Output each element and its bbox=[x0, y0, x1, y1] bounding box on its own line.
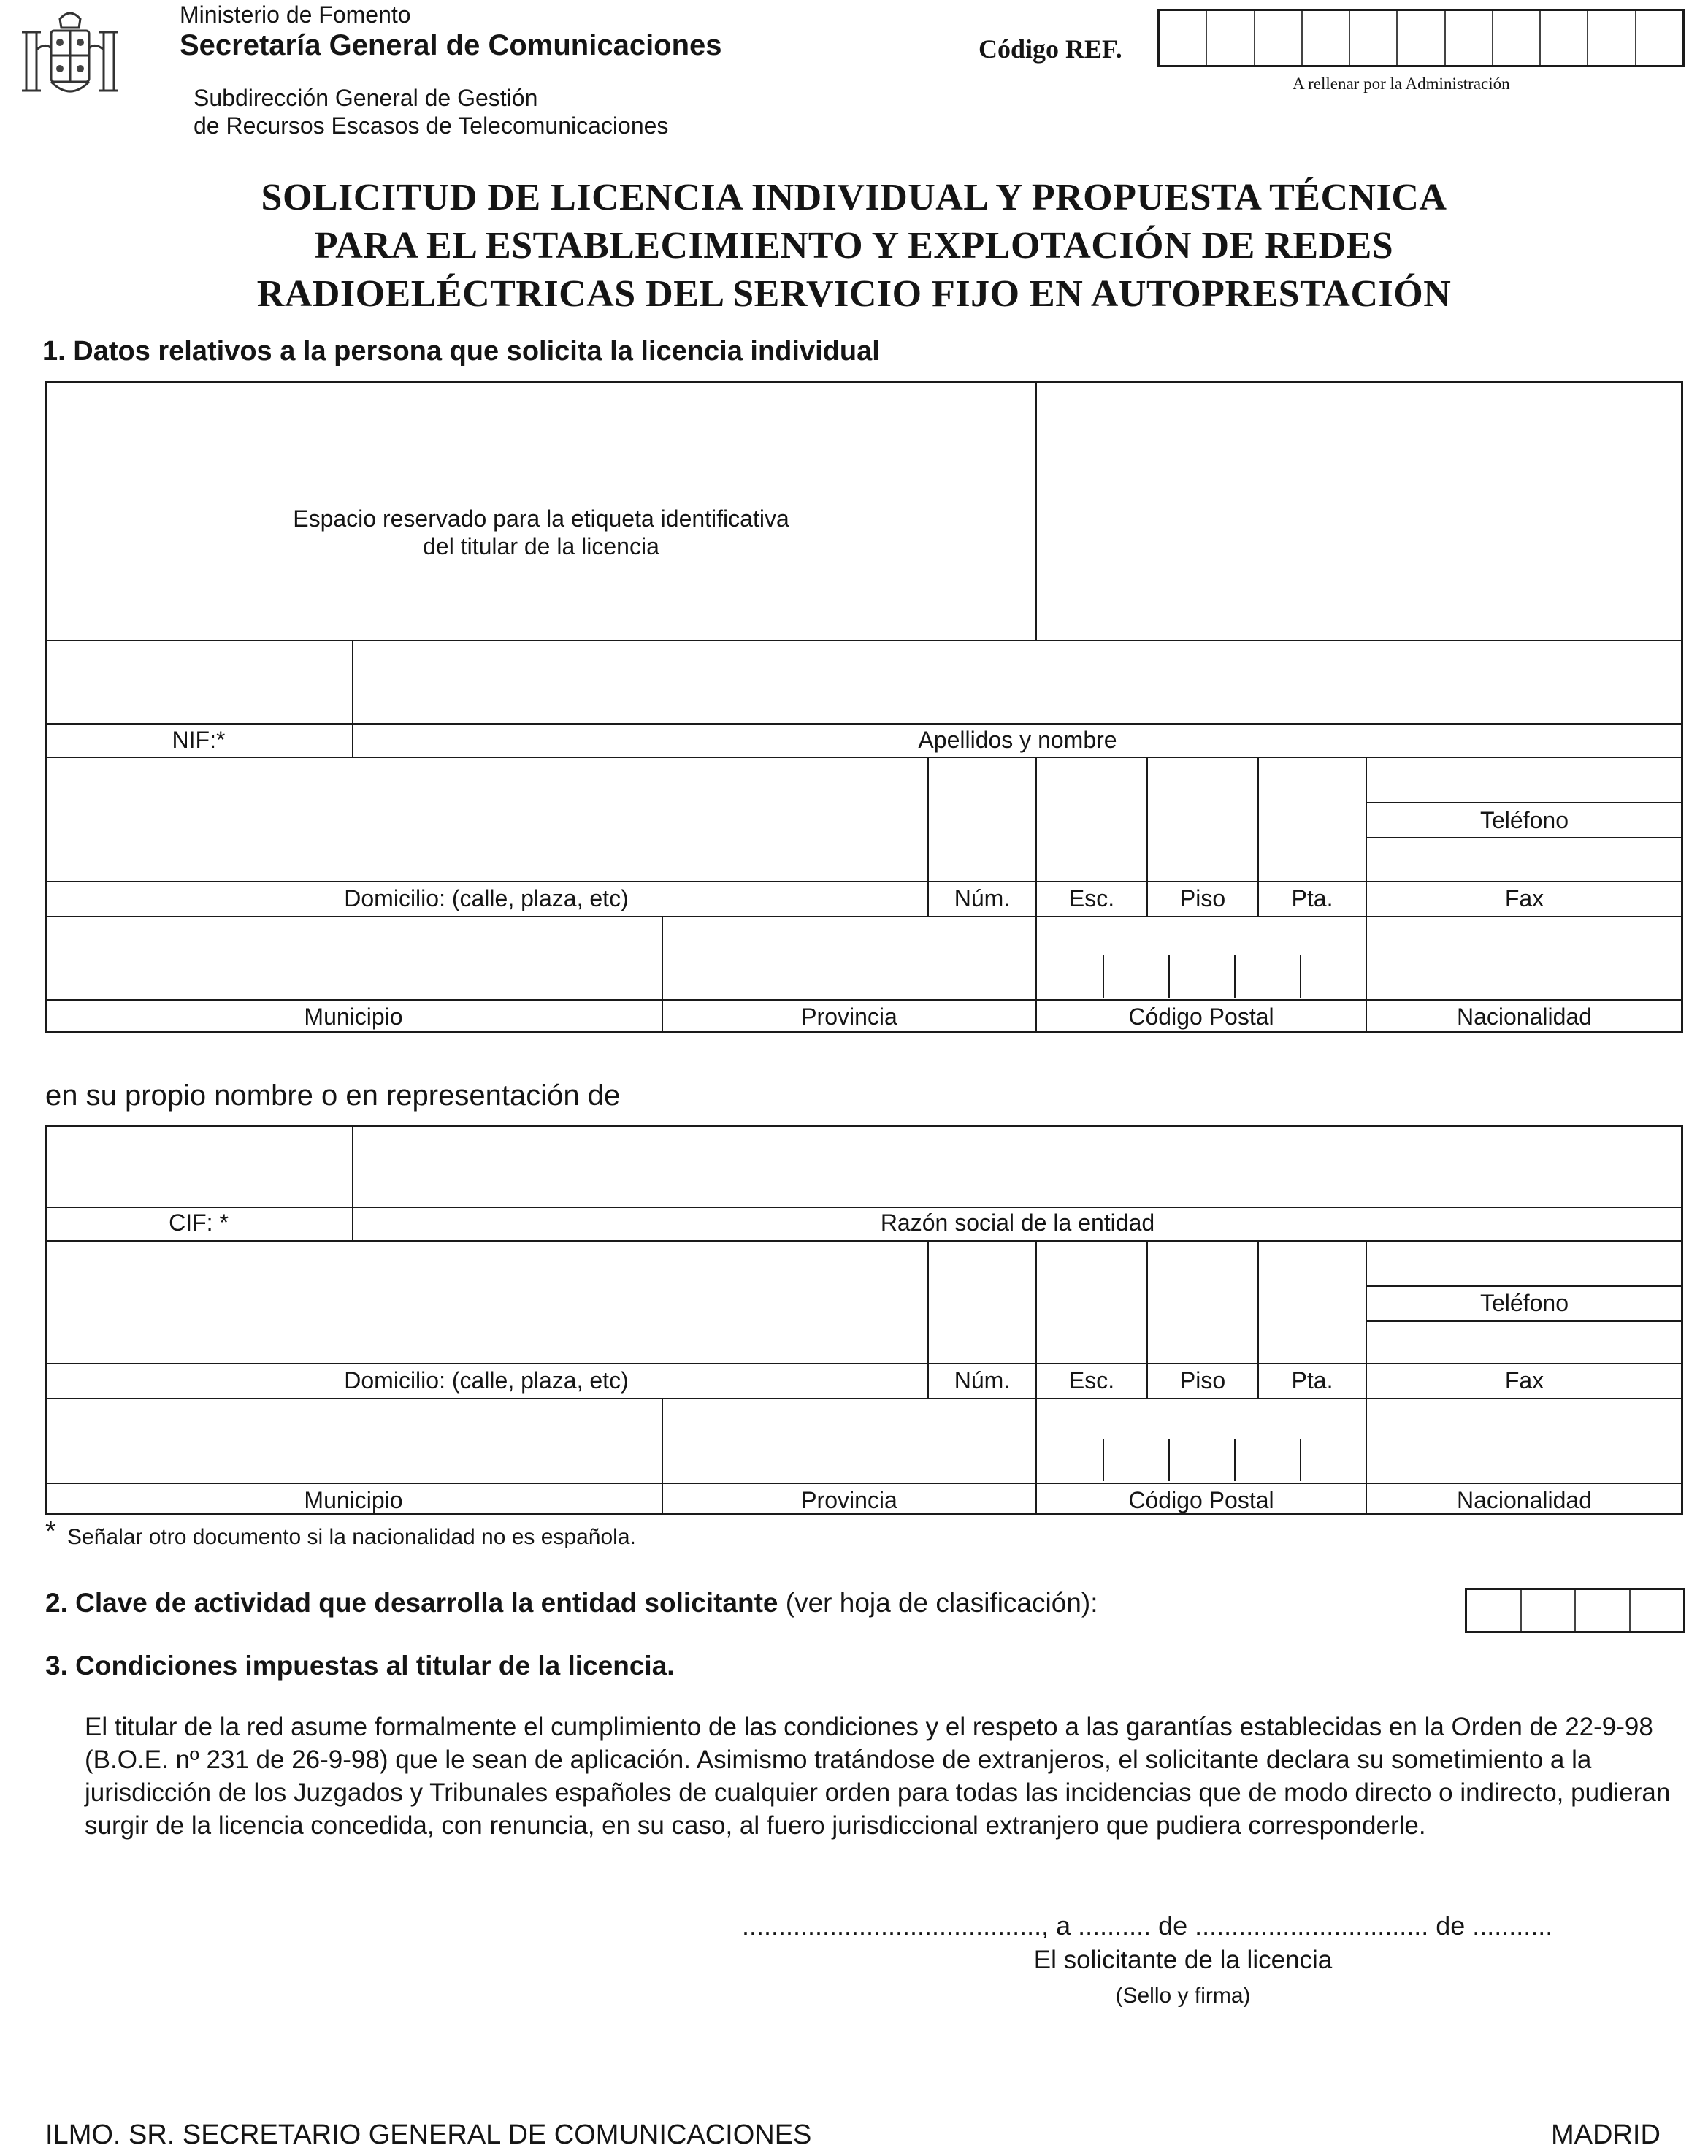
fax-label: Fax bbox=[1504, 885, 1544, 911]
entity-nationality-field[interactable] bbox=[1367, 1399, 1682, 1481]
staircase-field[interactable] bbox=[1037, 758, 1145, 879]
nationality-label: Nacionalidad bbox=[1456, 1004, 1592, 1030]
entity-fax-field[interactable] bbox=[1367, 1322, 1682, 1363]
footnote-text: Señalar otro documento si la nacionalidad no es española. bbox=[67, 1525, 636, 1549]
ministry-name: Ministerio de Fomento bbox=[180, 1, 411, 28]
conditions-text: El titular de la red asume formalmente el cumplimiento de las condiciones y el respeto a las garantías establecidas en la Orden de 22-9-98 (B.O.E. nº 231 de 26-9-98) que le sean de aplicación. Asimismo tratándose de extranjeros, el solicitante declara su sometimiento a la jurisdicción de los Juzgados y Tribunales españoles de cualquier orden para todas las incidencias que de modo directo o indirecto, pudieran surgir de la licencia concedida, con renuncia, en su caso, al fuero jurisdiccional extranjero que pudiera corresponderle. bbox=[85, 1713, 1671, 1840]
municipality-field[interactable] bbox=[47, 917, 660, 999]
number-label: Núm. bbox=[954, 885, 1011, 911]
addressee: ILMO. SR. SECRETARIO GENERAL DE COMUNICACIONES bbox=[45, 2119, 812, 2150]
entity-staircase-label: Esc. bbox=[1068, 1367, 1115, 1394]
postal-code-label: Código Postal bbox=[1128, 1004, 1274, 1030]
entity-nationality-label: Nacionalidad bbox=[1456, 1487, 1592, 1513]
entity-municipality-label: Municipio bbox=[304, 1487, 403, 1513]
entity-floor-label: Piso bbox=[1179, 1367, 1226, 1394]
entity-phone-label: Teléfono bbox=[1480, 1290, 1569, 1316]
fax-field[interactable] bbox=[1367, 838, 1682, 879]
subdirection-line-1: Subdirección General de Gestión bbox=[194, 85, 538, 111]
address-field[interactable] bbox=[47, 758, 926, 879]
footnote-mark: * bbox=[45, 1516, 56, 1547]
phone-field[interactable] bbox=[1367, 758, 1682, 800]
entity-door-field[interactable] bbox=[1259, 1242, 1364, 1363]
seal-label: (Sello y firma) bbox=[1115, 1984, 1251, 2008]
floor-field[interactable] bbox=[1148, 758, 1256, 879]
phone-label: Teléfono bbox=[1480, 807, 1569, 833]
representation-heading: en su propio nombre o en representación de bbox=[45, 1079, 621, 1112]
entity-fax-label: Fax bbox=[1504, 1367, 1544, 1394]
title-line-2: PARA EL ESTABLECIMIENTO Y EXPLOTACIÓN DE REDES bbox=[314, 225, 1394, 267]
city: MADRID bbox=[1551, 2119, 1661, 2150]
title-line-3: RADIOELÉCTRICAS DEL SERVICIO FIJO EN AUTOPRESTACIÓN bbox=[256, 273, 1452, 315]
ref-code-note: A rellenar por la Administración bbox=[1293, 74, 1510, 93]
signer-label: El solicitante de la licencia bbox=[1033, 1946, 1333, 1974]
nif-label: NIF:* bbox=[172, 727, 226, 753]
province-label: Provincia bbox=[801, 1004, 897, 1030]
entity-number-field[interactable] bbox=[929, 1242, 1034, 1363]
entity-floor-field[interactable] bbox=[1148, 1242, 1256, 1363]
subdirection-line-2: de Recursos Escasos de Telecomunicaciones bbox=[194, 112, 669, 139]
coat-of-arms-icon bbox=[16, 6, 124, 108]
section-1-heading: 1. Datos relativos a la persona que solicita la licencia individual bbox=[42, 336, 880, 367]
section-2-heading-normal: (ver hoja de clasificación): bbox=[785, 1588, 1098, 1618]
entity-door-label: Pta. bbox=[1291, 1367, 1333, 1394]
entity-postal-code-field[interactable] bbox=[1037, 1399, 1364, 1481]
number-field[interactable] bbox=[929, 758, 1034, 879]
entity-address-label: Domicilio: (calle, plaza, etc) bbox=[344, 1367, 629, 1394]
date-line: ........................................., a .......... de ................................ de ........... bbox=[742, 1911, 1553, 1941]
entity-postal-code-label: Código Postal bbox=[1128, 1487, 1274, 1513]
label-space-line-2: del titular de la licencia bbox=[423, 533, 659, 559]
municipality-label: Municipio bbox=[304, 1004, 403, 1030]
company-name-field[interactable] bbox=[353, 1126, 1682, 1205]
nif-field[interactable] bbox=[47, 641, 351, 722]
province-field[interactable] bbox=[663, 917, 1034, 999]
name-label: Apellidos y nombre bbox=[918, 727, 1117, 753]
postal-code-field[interactable] bbox=[1037, 917, 1364, 999]
door-field[interactable] bbox=[1259, 758, 1364, 879]
door-label: Pta. bbox=[1291, 885, 1333, 911]
label-space-line-1: Espacio reservado para la etiqueta identificativa bbox=[293, 505, 789, 532]
entity-address-field[interactable] bbox=[47, 1242, 926, 1363]
title-line-1: SOLICITUD DE LICENCIA INDIVIDUAL Y PROPUESTA TÉCNICA bbox=[261, 177, 1447, 218]
cif-label: CIF: * bbox=[169, 1209, 229, 1236]
company-name-label: Razón social de la entidad bbox=[880, 1209, 1155, 1236]
address-label: Domicilio: (calle, plaza, etc) bbox=[344, 885, 629, 911]
cif-field[interactable] bbox=[47, 1126, 351, 1205]
staircase-label: Esc. bbox=[1068, 885, 1115, 911]
floor-label: Piso bbox=[1179, 885, 1226, 911]
entity-province-field[interactable] bbox=[663, 1399, 1034, 1481]
ref-code-input[interactable] bbox=[1157, 9, 1685, 67]
section-2-heading bbox=[45, 1588, 1098, 1618]
entity-municipality-field[interactable] bbox=[47, 1399, 660, 1481]
section-2-heading-bold: 2. Clave de actividad que desarrolla la entidad solicitante bbox=[45, 1588, 778, 1618]
name-field[interactable] bbox=[353, 641, 1682, 722]
secretariat-name: Secretaría General de Comunicaciones bbox=[180, 29, 722, 61]
section-3-heading: 3. Condiciones impuestas al titular de la licencia. bbox=[45, 1651, 675, 1681]
entity-staircase-field[interactable] bbox=[1037, 1242, 1145, 1363]
ref-code-label: Código REF. bbox=[979, 34, 1122, 64]
entity-phone-field[interactable] bbox=[1367, 1242, 1682, 1284]
form-title bbox=[0, 174, 1708, 318]
activity-code-input[interactable] bbox=[1465, 1588, 1685, 1633]
nationality-field[interactable] bbox=[1367, 917, 1682, 999]
entity-province-label: Provincia bbox=[801, 1487, 897, 1513]
entity-number-label: Núm. bbox=[954, 1367, 1011, 1394]
